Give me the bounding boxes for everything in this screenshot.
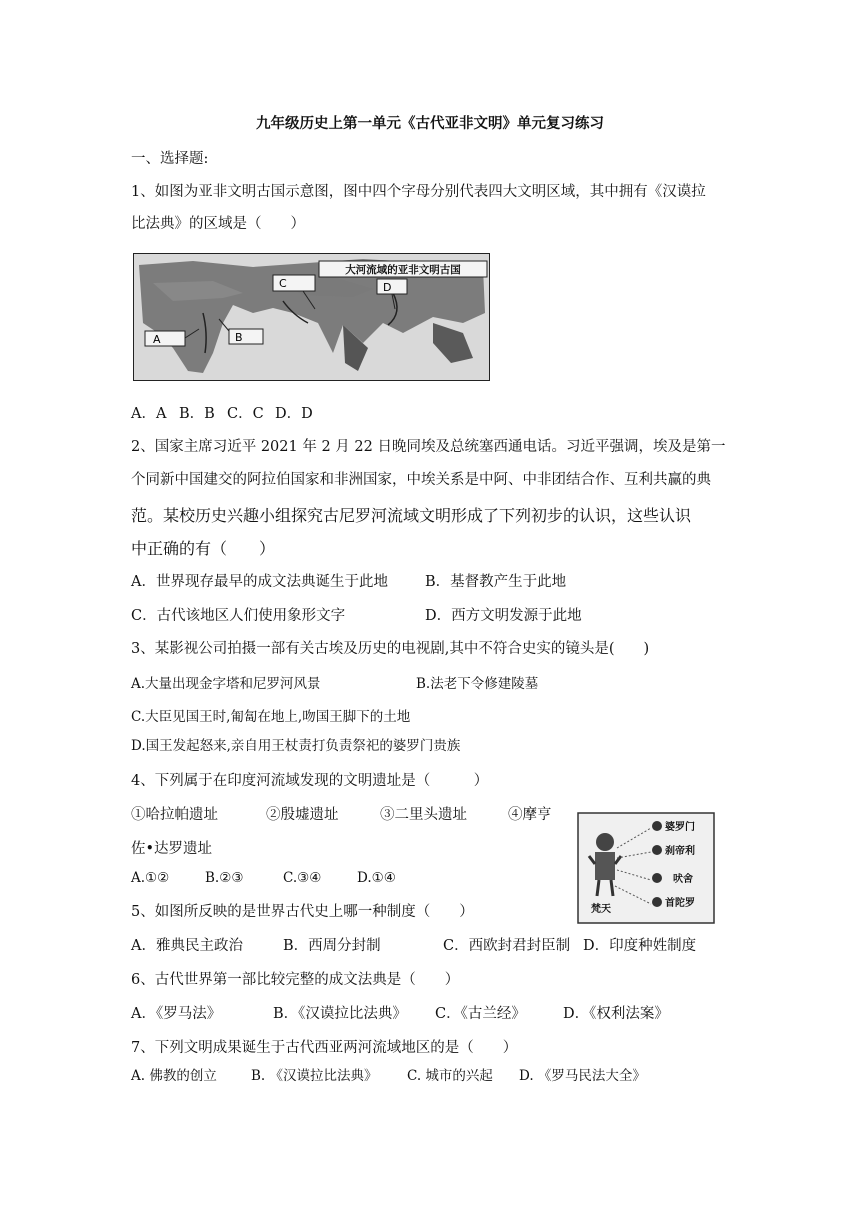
- q4-item-4: ④摩亨: [508, 807, 552, 823]
- q2-option-a[interactable]: A．世界现存最早的成文法典诞生于此地: [131, 574, 388, 590]
- caste-label-3: 吠舍: [673, 874, 693, 885]
- q4-item-1: ①哈拉帕遗址: [131, 807, 218, 823]
- q3-options-row1: [131, 674, 538, 694]
- q2-options-row1: [131, 572, 566, 592]
- q7-options: [131, 1066, 646, 1086]
- q2-option-c[interactable]: C．古代该地区人们使用象形文字: [131, 608, 346, 624]
- q4-item-3: ③二里头遗址: [380, 807, 467, 823]
- q1-option-b[interactable]: B．B: [179, 406, 215, 422]
- map-graphic: [133, 253, 490, 381]
- q7-option-a[interactable]: A. 佛教的创立: [131, 1068, 217, 1084]
- q2-option-b[interactable]: B．基督教产生于此地: [425, 574, 567, 590]
- q6-option-c[interactable]: C．《古兰经》: [435, 1006, 526, 1022]
- q4-stem: 4、下列属于在印度河流域发现的文明遗址是（ ）: [131, 773, 489, 789]
- q1-options: [131, 404, 323, 424]
- q4-items-row1: [131, 805, 552, 825]
- svg-text:A: A: [153, 333, 161, 346]
- q2-stem-line4: 中正确的有（ ）: [131, 539, 276, 558]
- q6-option-b[interactable]: B．《汉谟拉比法典》: [273, 1006, 407, 1022]
- q2-stem-line1: 2、国家主席习近平 2021 年 2 月 22 日晚同埃及总统塞西通电话。习近平强调，埃及是第一: [131, 439, 726, 455]
- q3-option-d[interactable]: D.国王发起怒来,亲自用王杖责打负责祭祀的婆罗门贵族: [131, 738, 461, 754]
- q5-option-c[interactable]: C．西欧封君封臣制: [443, 938, 571, 954]
- caste-label-4: 首陀罗: [665, 898, 695, 909]
- q5-option-b[interactable]: B．西周分封制: [283, 938, 381, 954]
- q4-option-b[interactable]: B.②③: [205, 870, 244, 886]
- q1-option-a[interactable]: A．A: [131, 406, 167, 422]
- q4-item-2: ②殷墟遗址: [266, 807, 339, 823]
- q2-options-row2: [131, 606, 582, 626]
- q4-option-d[interactable]: D.①④: [357, 870, 396, 886]
- q7-stem: 7、下列文明成果诞生于古代西亚两河流域地区的是（ ）: [131, 1040, 518, 1056]
- q5-options: [131, 936, 696, 956]
- q1-stem-line1: 1、如图为亚非文明古国示意图，图中四个字母分别代表四大文明区域，其中拥有《汉谟拉: [131, 184, 706, 200]
- q7-option-d[interactable]: D. 《罗马民法大全》: [519, 1068, 646, 1084]
- brahma-label: 梵天: [591, 904, 611, 915]
- q4-option-a[interactable]: A.①②: [131, 870, 170, 886]
- q1-stem-line2: 比法典》的区域是（ ）: [131, 216, 305, 232]
- q6-stem: 6、古代世界第一部比较完整的成文法典是（ ）: [131, 972, 460, 988]
- q4-options: [131, 868, 396, 888]
- q7-option-b[interactable]: B. 《汉谟拉比法典》: [251, 1068, 378, 1084]
- q4-items-row2: 佐•达罗遗址: [131, 841, 213, 857]
- svg-text:C: C: [279, 277, 287, 290]
- q5-option-a[interactable]: A．雅典民主政治: [131, 938, 243, 954]
- q3-stem: 3、某影视公司拍摄一部有关古埃及历史的电视剧,其中不符合史实的镜头是( ): [131, 641, 650, 657]
- q3-option-c[interactable]: C.大臣见国王时,匍匐在地上,吻国王脚下的土地: [131, 709, 411, 725]
- page-title: 九年级历史上第一单元《古代亚非文明》单元复习练习: [256, 115, 604, 132]
- q1-option-c[interactable]: C．C: [227, 406, 264, 422]
- caste-figure: [577, 812, 715, 924]
- q3-option-a[interactable]: A.大量出现金字塔和尼罗河风景: [131, 676, 321, 692]
- caste-graphic: [577, 812, 715, 924]
- q5-option-d[interactable]: D．印度种姓制度: [583, 938, 697, 954]
- q3-option-b[interactable]: B.法老下令修建陵墓: [416, 676, 539, 692]
- q6-option-a[interactable]: A．《罗马法》: [131, 1006, 222, 1022]
- caste-label-2: 刹帝利: [665, 846, 695, 857]
- section-heading: 一、选择题:: [131, 151, 209, 167]
- map-caption: 大河流域的亚非文明古国: [345, 264, 461, 276]
- q2-stem-line3: 范。某校历史兴趣小组探究古尼罗河流域文明形成了下列初步的认识，这些认识: [131, 506, 692, 525]
- svg-text:D: D: [383, 281, 392, 294]
- q5-stem: 5、如图所反映的是世界古代史上哪一种制度（ ）: [131, 904, 474, 920]
- caste-label-1: 婆罗门: [665, 822, 695, 833]
- q6-option-d[interactable]: D．《权利法案》: [563, 1006, 669, 1022]
- svg-text:B: B: [235, 331, 243, 344]
- q2-stem-line2: 个同新中国建交的阿拉伯国家和非洲国家，中埃关系是中阿、中非团结合作、互利共赢的典: [131, 472, 711, 488]
- q6-options: [131, 1004, 669, 1024]
- q4-option-c[interactable]: C.③④: [283, 870, 322, 886]
- q1-option-d[interactable]: D．D: [275, 406, 313, 422]
- q2-option-d[interactable]: D．西方文明发源于此地: [425, 608, 582, 624]
- civilization-map: [133, 253, 490, 381]
- q7-option-c[interactable]: C. 城市的兴起: [407, 1068, 493, 1084]
